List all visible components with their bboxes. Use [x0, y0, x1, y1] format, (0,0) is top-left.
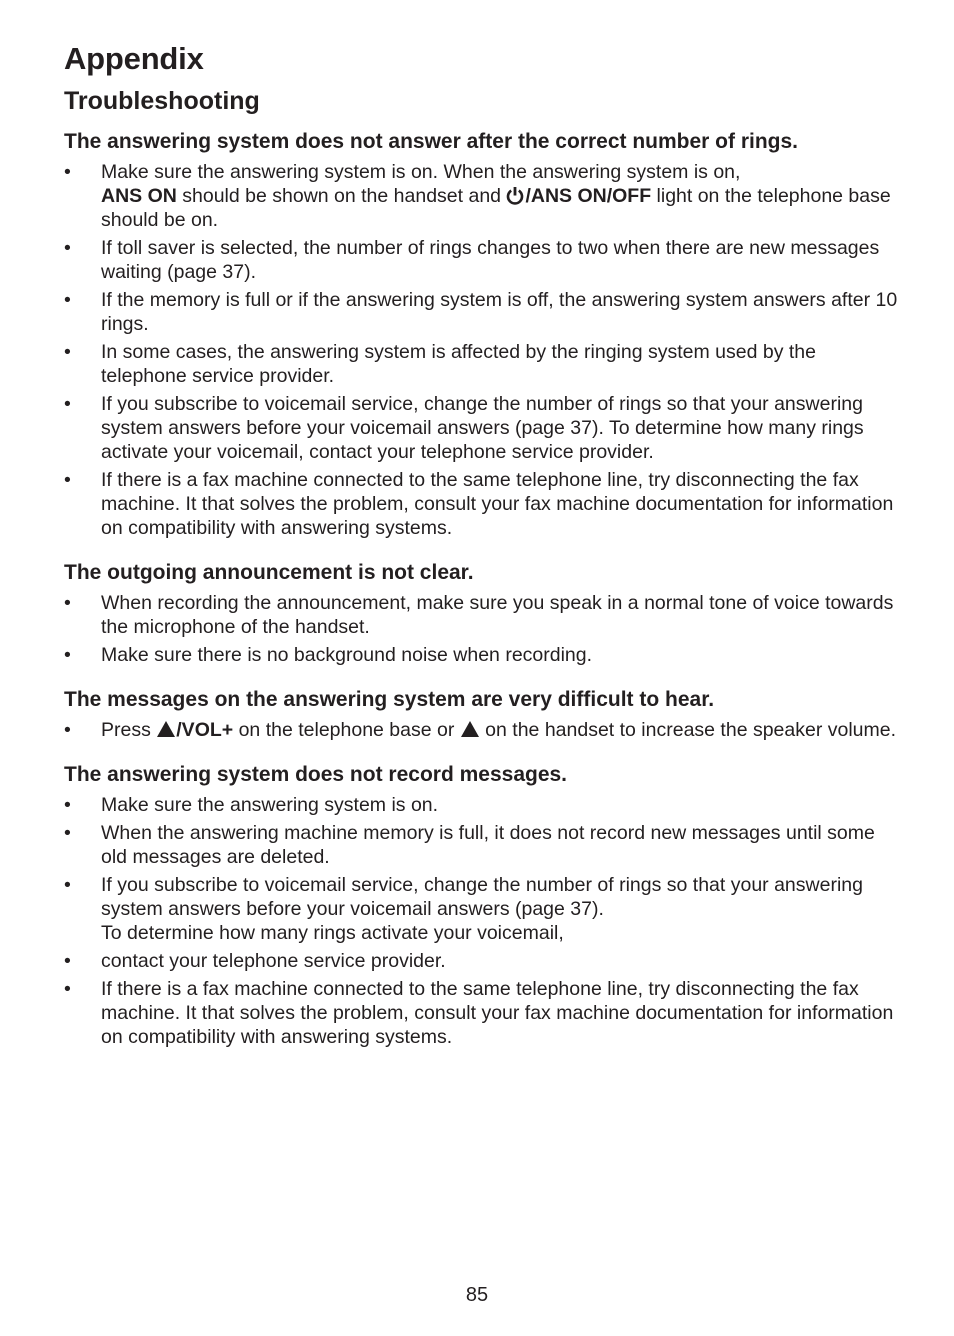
list-item: • If toll saver is selected, the number of rings changes to two when there are new messages waiting (page 37).: [64, 237, 880, 283]
bullet-list: [64, 793, 904, 1049]
bullet-icon: •: [64, 393, 71, 415]
list-item: • Press /VOL+ on the telephone base or on the handset to increase the speaker volume.: [64, 719, 897, 741]
list-item: • Make sure the answering system is on. When the answering system is on, ANS ON should be shown on the handset and /ANS ON/OFF light on the telephone base should be on.: [64, 161, 891, 231]
power-icon: [506, 186, 524, 205]
list-item: • When recording the announcement, make sure you speak in a normal tone of voice towards the microphone of the handset.: [64, 592, 894, 638]
section-announcement: [64, 560, 904, 667]
bullet-icon: •: [64, 822, 71, 844]
bullet-icon: •: [64, 341, 71, 363]
page-content: [64, 40, 904, 1053]
section-no-answer: [64, 129, 904, 540]
bullet-icon: •: [64, 719, 71, 741]
section-title: Troubleshooting: [64, 87, 260, 115]
vol-plus-label: /VOL+: [176, 719, 234, 741]
list-item: • Make sure there is no background noise when recording.: [64, 644, 593, 666]
page-number: 85: [465, 1284, 489, 1306]
bullet-icon: •: [64, 794, 71, 816]
bullet-icon: •: [64, 237, 71, 259]
section-heading: The answering system does not answer after the correct number of rings.: [64, 130, 799, 153]
page-title: Appendix: [64, 41, 204, 76]
list-item: • If the memory is full or if the answering system is off, the answering system answers after 10 rings.: [64, 289, 898, 335]
bullet-icon: •: [64, 874, 71, 896]
list-item: • If you subscribe to voicemail service, change the number of rings so that your answering system answers before your voicemail answers (page 37). To determine how many rings activate your voicemail, contact your telephone service provider.: [64, 393, 864, 463]
up-triangle-icon: [157, 721, 175, 737]
section-heading: The messages on the answering system are very difficult to hear.: [64, 688, 715, 711]
section-no-record: [64, 762, 904, 1049]
section-heading: The outgoing announcement is not clear.: [64, 561, 474, 584]
list-item: • When the answering machine memory is full, it does not record new messages until some old messages are deleted.: [64, 822, 875, 868]
bullet-icon: •: [64, 592, 71, 614]
bullet-list: [64, 591, 904, 667]
bullet-list: [64, 718, 904, 742]
bullet-icon: •: [64, 978, 71, 1000]
list-item: • If you subscribe to voicemail service, change the number of rings so that your answering system answers before your voicemail answers (page 37). To determine how many rings activate your voicemail,: [64, 874, 863, 944]
bullet-icon: •: [64, 161, 71, 183]
section-heading: The answering system does not record messages.: [64, 763, 568, 786]
list-item: • Make sure the answering system is on.: [64, 794, 439, 816]
list-item: • If there is a fax machine connected to the same telephone line, try disconnecting the fax machine. It that solves the problem, consult your fax machine documentation for information on compatibility with answering systems.: [64, 978, 894, 1048]
bullet-icon: •: [64, 469, 71, 491]
ans-on-off-label: /ANS ON/OFF: [525, 185, 652, 207]
section-volume: [64, 687, 904, 742]
bullet-list: [64, 160, 904, 540]
bullet-icon: •: [64, 289, 71, 311]
up-triangle-icon: [461, 721, 479, 737]
list-item: • If there is a fax machine connected to the same telephone line, try disconnecting the fax machine. It that solves the problem, consult your fax machine documentation for information on compatibility with answering systems.: [64, 469, 894, 539]
list-item: • contact your telephone service provider.: [64, 950, 446, 972]
ans-on-label: ANS ON: [101, 185, 177, 207]
list-item: • In some cases, the answering system is affected by the ringing system used by the telephone service provider.: [64, 341, 816, 387]
bullet-icon: •: [64, 950, 71, 972]
bullet-icon: •: [64, 644, 71, 666]
